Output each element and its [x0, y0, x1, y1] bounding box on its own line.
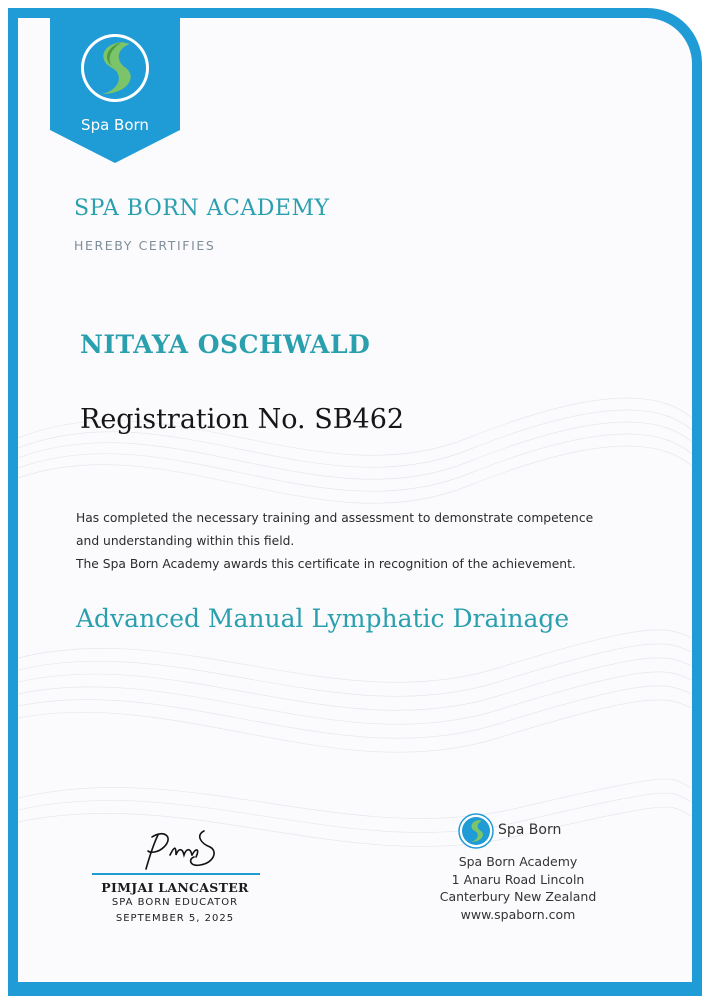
address-line: 1 Anaru Road Lincoln — [451, 871, 585, 887]
address-line: Spa Born Academy — [458, 854, 578, 869]
address-lines — [418, 853, 618, 923]
academy-title: SPA BORN ACADEMY — [74, 196, 330, 221]
statement-line: and understanding within this field. — [76, 534, 295, 548]
statement-line: The Spa Born Academy awards this certificate in recognition of the achievement. — [76, 557, 576, 571]
certificate-date: SEPTEMBER 5, 2025 — [115, 913, 235, 924]
brand-ribbon — [50, 18, 180, 163]
spa-born-logo-icon — [458, 813, 494, 849]
signature-image — [130, 825, 230, 873]
signature-line — [92, 873, 260, 875]
registration-number: Registration No. SB462 — [80, 404, 405, 435]
ribbon-brand-label: Spa Born — [81, 116, 149, 134]
address-line: Canterbury New Zealand — [439, 889, 597, 904]
statement-line: Has completed the necessary training and assessment to demonstrate competence — [76, 511, 594, 525]
certificate-statement — [76, 507, 676, 576]
website-link[interactable]: www.spaborn.com — [460, 906, 576, 922]
course-title: Advanced Manual Lymphatic Drainage — [76, 604, 570, 633]
recipient-name: NITAYA OSCHWALD — [80, 330, 371, 359]
contact-brand-name: Spa Born — [498, 822, 562, 838]
certifies-label: HEREBY CERTIFIES — [74, 238, 216, 253]
educator-name: PIMJAI LANCASTER — [101, 880, 249, 895]
educator-title: SPA BORN EDUCATOR — [111, 897, 239, 908]
